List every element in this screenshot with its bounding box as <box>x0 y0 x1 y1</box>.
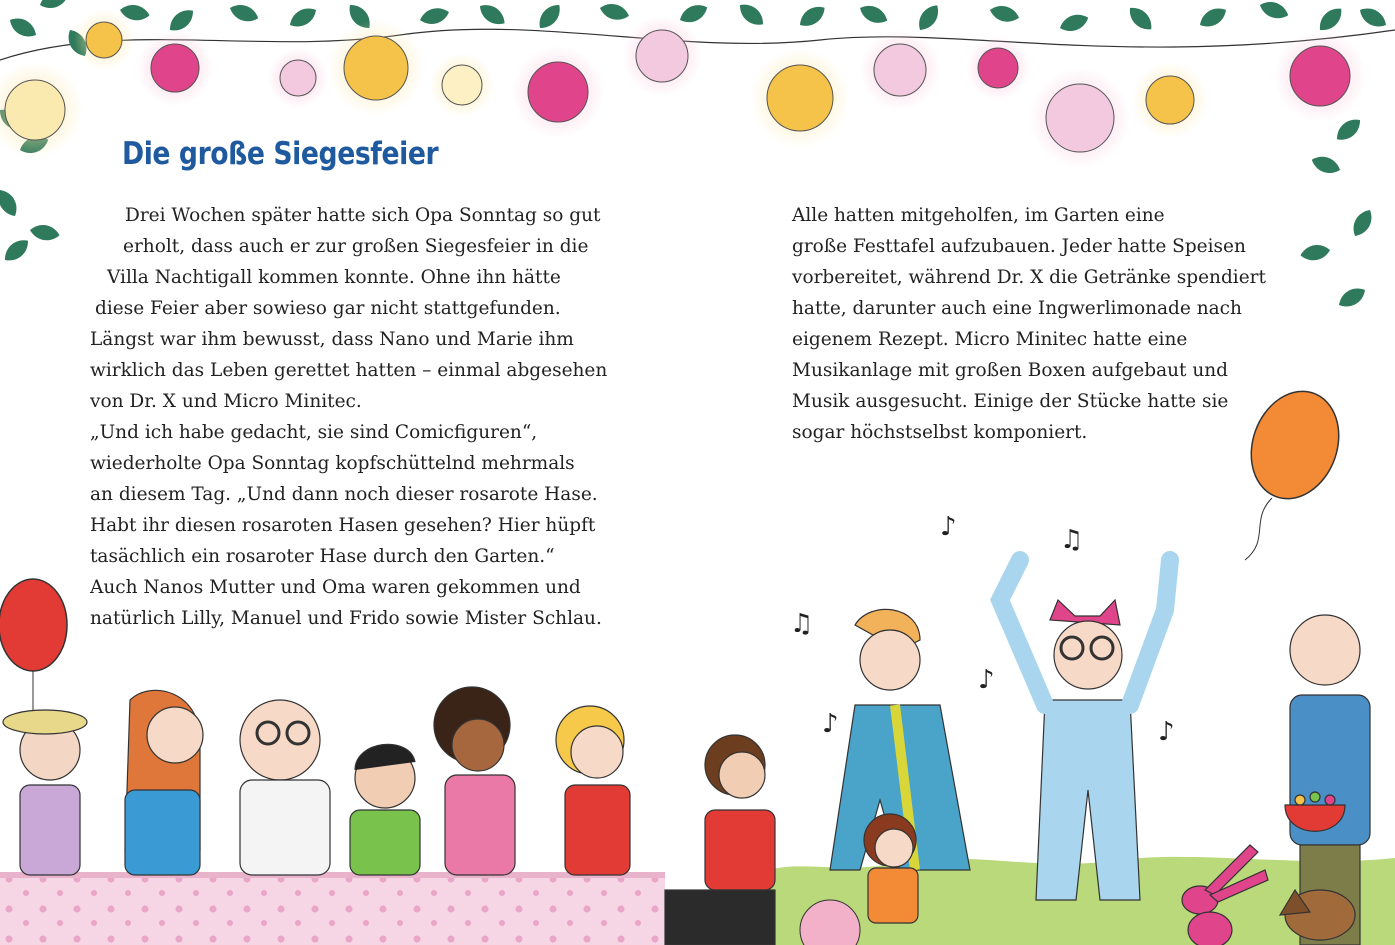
svg-text:♪: ♪ <box>978 665 995 695</box>
lantern-icon <box>268 48 328 108</box>
lantern-icon <box>1030 68 1130 168</box>
right-text-column <box>792 200 1266 448</box>
svg-text:♫: ♫ <box>790 609 814 639</box>
text-line: wiederholte Opa Sonntag kopfschüttelnd mehrmals <box>90 453 575 474</box>
left-text-column <box>90 200 610 634</box>
text-line: Habt ihr diesen rosaroten Hasen gesehen? Hier hüpft <box>90 515 596 536</box>
lantern-icon <box>430 53 494 117</box>
text-line: Musikanlage mit großen Boxen aufgebaut und <box>792 360 1229 381</box>
page-title: Die große Siegesfeier <box>122 136 439 172</box>
lantern-icon <box>0 62 83 158</box>
svg-text:♪: ♪ <box>822 709 839 739</box>
lantern-icon <box>512 46 604 138</box>
lantern-icon <box>1274 30 1366 122</box>
text-line: an diesem Tag. „Und dann noch dieser rosarote Hase. <box>90 484 598 505</box>
lantern-icon <box>328 20 424 116</box>
text-line: Längst war ihm bewusst, dass Nano und Marie ihm <box>90 329 574 350</box>
text-line: Musik ausgesucht. Einige der Stücke hatte sie <box>792 391 1229 412</box>
text-line: eigenem Rezept. Micro Minitec hatte eine <box>792 329 1188 350</box>
text-line: Villa Nachtigall kommen konnte. Ohne ihn hätte <box>107 267 561 288</box>
tablecloth <box>0 875 665 945</box>
lantern-icon <box>750 48 850 148</box>
lantern-icon <box>860 30 940 110</box>
svg-text:♪: ♪ <box>940 512 957 542</box>
lantern-icon <box>622 16 702 96</box>
balloon-icon <box>0 579 67 720</box>
text-line: hatte, darunter auch eine Ingwerlimonade nach <box>792 298 1242 319</box>
text-line: diese Feier aber sowieso gar nicht stattgefunden. <box>95 298 561 319</box>
svg-text:♫: ♫ <box>1060 525 1084 555</box>
lantern-icon <box>137 30 213 106</box>
text-line: tasächlich ein rosaroter Hase durch den Garten.“ <box>90 546 555 567</box>
lantern-icon <box>966 36 1030 100</box>
text-line: Auch Nanos Mutter und Oma waren gekommen und <box>90 577 581 598</box>
text-line: sogar höchstselbst komponiert. <box>792 422 1088 443</box>
text-line: natürlich Lilly, Manuel und Frido sowie Mister Schlau. <box>90 608 602 629</box>
text-line: erholt, dass auch er zur großen Siegesfeier in die <box>123 236 589 257</box>
text-line: von Dr. X und Micro Minitec. <box>90 391 362 412</box>
text-line: vorbereitet, während Dr. X die Getränke spendiert <box>792 267 1266 288</box>
text-line: Drei Wochen später hatte sich Opa Sonntag so gut <box>125 205 601 226</box>
lantern-icon <box>74 10 134 70</box>
text-line: große Festtafel aufzubauen. Jeder hatte Speisen <box>792 236 1246 257</box>
svg-text:♪: ♪ <box>1158 717 1175 747</box>
lantern-icon <box>1132 62 1208 138</box>
text-line: Alle hatten mitgeholfen, im Garten eine <box>792 205 1165 226</box>
text-line: wirklich das Leben gerettet hatten – einmal abgesehen <box>90 360 608 381</box>
text-line: „Und ich habe gedacht, sie sind Comicfiguren“, <box>90 422 538 443</box>
